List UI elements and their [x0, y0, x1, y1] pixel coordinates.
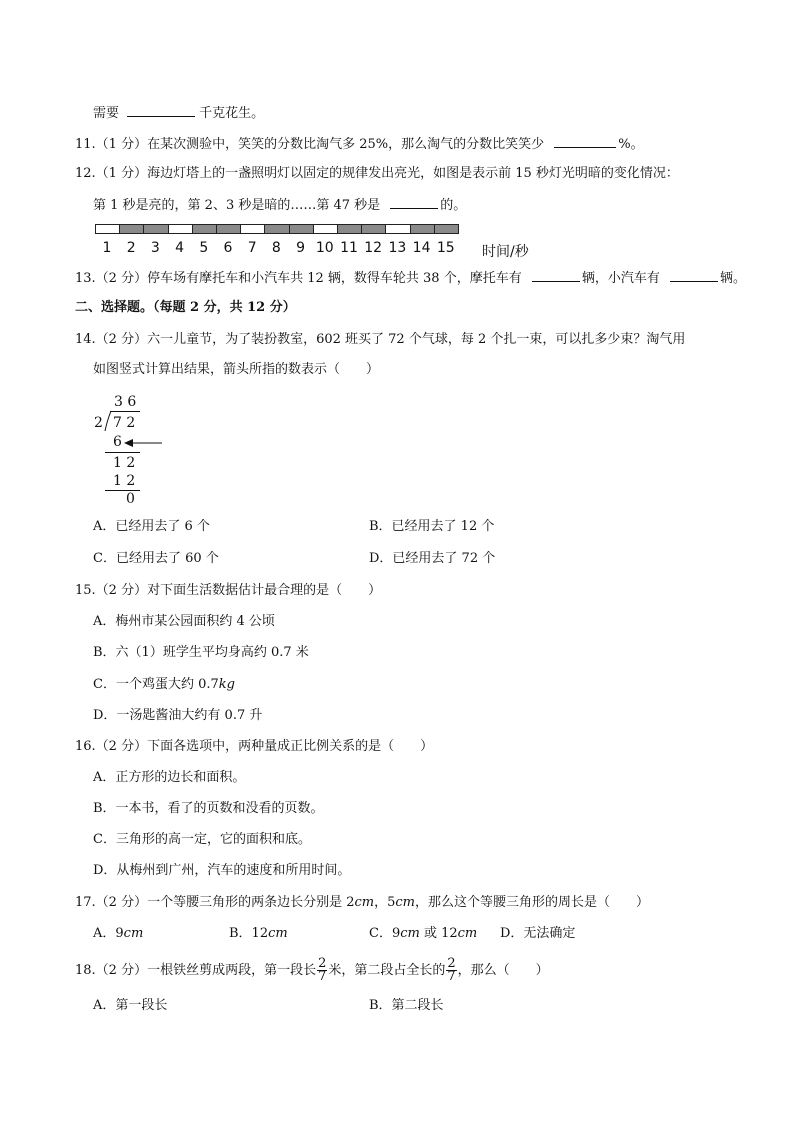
division-divisor: 2 [94, 415, 103, 431]
lamp-second-7 [240, 224, 265, 234]
q14-line2: 如图竖式计算出结果，箭头所指的数表示（ ） [93, 362, 380, 377]
division-remainder: 0 [126, 491, 135, 507]
q15-text: 15.（2 分）对下面生活数据估计最合理的是（ ） [75, 583, 382, 598]
lamp-second-5 [192, 224, 217, 234]
division-bar [110, 411, 140, 412]
lamp-tick-label: 13 [388, 240, 407, 256]
lamp-second-1 [95, 224, 120, 234]
lamp-tick-label: 14 [412, 240, 431, 256]
q13-line [75, 268, 746, 288]
lamp-second-13 [385, 224, 410, 234]
lamp-second-3 [143, 224, 168, 234]
q12-blank[interactable] [390, 195, 438, 209]
q15-option-c-text: C．一个鸡蛋大约 0.7 [93, 677, 219, 692]
q15-option-b[interactable]: B．六（1）班学生平均身高约 0.7 米 [93, 645, 309, 660]
q12-text: 12.（1 分）海边灯塔上的一盏照明灯以固定的规律发出亮光，如图是表示前 15 秒灯光明暗的变化情况： [75, 166, 679, 181]
lamp-tick-label: 9 [296, 240, 306, 256]
q18-text-c: ，那么（ ） [457, 963, 549, 978]
lamp-second-11 [337, 224, 362, 234]
division-step-1: 6 [113, 434, 122, 450]
lamp-tick-label: 4 [175, 240, 185, 256]
q17-option-a[interactable] [93, 925, 143, 943]
division-rule-1 [105, 452, 140, 453]
q18-fraction-2-num: 2 [447, 956, 456, 971]
q17-option-b[interactable] [229, 925, 288, 943]
q17-option-c-unit-1: cm [400, 926, 420, 941]
q17-option-c-text-2: 或 12 [419, 926, 458, 941]
q13-suffix: 辆。 [720, 271, 747, 286]
lamp-second-10 [313, 224, 338, 234]
q17-unit-2: cm [395, 895, 415, 910]
q18-option-a[interactable]: A．第一段长 [93, 998, 168, 1013]
q14-option-b[interactable]: B．已经用去了 12 个 [369, 519, 495, 534]
q17-text-c: ，那么这个等腰三角形的周长是（ ） [414, 895, 649, 910]
q11-text: 11.（1 分）在某次测验中，笑笑的分数比淘气多 25%，那么淘气的分数比笑笑少 [75, 137, 545, 152]
q17-unit-1: cm [354, 895, 375, 910]
q17-option-c-text-1: C．9 [369, 926, 401, 941]
q18-text [75, 958, 549, 984]
lamp-tick-label: 7 [247, 240, 257, 256]
q14-option-d[interactable]: D．已经用去了 72 个 [369, 551, 496, 566]
division-quotient: 3 6 [114, 394, 137, 410]
division-dividend: 7 2 [113, 415, 136, 431]
q12-line2-prefix: 第 1 秒是亮的，第 2、3 秒是暗的……第 47 秒是 [93, 198, 381, 213]
q12-line1 [75, 165, 679, 183]
q17-option-b-text: B．12 [229, 926, 269, 941]
q14-option-c[interactable]: C．已经用去了 60 个 [93, 551, 219, 566]
q16-option-d[interactable]: D．从梅州到广州，汽车的速度和所用时间。 [93, 863, 351, 878]
q18-option-b[interactable]: B．第二段长 [369, 998, 444, 1013]
q15-option-c-unit: kg [218, 677, 235, 692]
lamp-second-12 [361, 224, 386, 234]
q17-option-b-unit: cm [268, 926, 288, 941]
q15-option-d[interactable]: D．一汤匙酱油大约有 0.7 升 [93, 708, 263, 723]
division-step-3: 1 2 [113, 473, 136, 489]
q11-blank[interactable] [554, 134, 616, 148]
lamp-tick-label: 15 [436, 240, 455, 256]
q17-text-b: ，5 [374, 895, 396, 910]
q13-mid: 辆，小汽车有 [581, 271, 660, 286]
lamp-tick-label: 6 [223, 240, 233, 256]
q10-blank[interactable] [127, 103, 195, 117]
lamp-tick-label: 3 [150, 240, 160, 256]
lamp-tick-label: 2 [126, 240, 136, 256]
q13-blank-2[interactable] [670, 268, 718, 282]
q13-text: 13.（2 分）停车场有摩托车和小汽车共 12 辆，数得车轮共 38 个，摩托车有 [75, 271, 522, 286]
lamp-second-2 [119, 224, 144, 234]
lamp-second-9 [289, 224, 314, 234]
q10-suffix: 千克花生。 [199, 106, 265, 121]
q14-line1: 14.（2 分）六一儿童节，为了装扮教室，602 班买了 72 个气球，每 2 个扎一束，可以扎多少束？淘气用 [75, 332, 686, 347]
q17-text [75, 894, 649, 912]
q18-text-a: 18.（2 分）一根铁丝剪成两段，第一段长 [75, 963, 317, 978]
q17-option-a-text: A．9 [93, 926, 124, 941]
q15-option-c[interactable] [93, 676, 235, 694]
lamp-tick-label: 8 [271, 240, 281, 256]
q17-text-a: 17.（2 分）一个等腰三角形的两条边长分别是 2 [75, 895, 355, 910]
q10-line [93, 103, 264, 123]
q14-option-a[interactable]: A．已经用去了 6 个 [93, 519, 210, 534]
q11-suffix: %。 [618, 137, 644, 152]
q12-axis-label: 时间/秒 [482, 244, 529, 260]
q17-option-a-unit: cm [123, 926, 144, 941]
q17-option-d[interactable]: D．无法确定 [500, 926, 576, 941]
lamp-second-14 [410, 224, 435, 234]
q16-option-b[interactable]: B．一本书，看了的页数和没看的页数。 [93, 801, 324, 816]
q17-option-c-unit-2: cm [457, 926, 478, 941]
q16-option-c[interactable]: C．三角形的高一定，它的面积和底。 [93, 832, 311, 847]
q16-text: 16.（2 分）下面各选项中，两种量成正比例关系的是（ ） [75, 739, 434, 754]
q17-option-c[interactable] [369, 925, 477, 943]
q12-line2-suffix: 的。 [440, 198, 467, 213]
division-step-2: 1 2 [113, 455, 136, 471]
q10-prefix: 需要 [93, 106, 120, 121]
lamp-second-4 [168, 224, 193, 234]
lamp-tick-label: 11 [340, 240, 358, 256]
lamp-tick-label: 5 [199, 240, 209, 256]
lamp-second-6 [216, 224, 241, 234]
q15-option-a[interactable]: A．梅州市某公园面积约 4 公顷 [93, 614, 275, 629]
q18-fraction-2 [446, 958, 456, 983]
lamp-second-15 [434, 224, 459, 234]
lamp-tick-label: 1 [102, 240, 112, 256]
arrow-left-icon [124, 437, 164, 449]
q18-text-b: 米，第二段占全长的 [328, 963, 446, 978]
section-2-title: 二、选择题。（每题 2 分，共 12 分） [75, 300, 296, 315]
lamp-tick-label: 12 [364, 240, 383, 256]
lamp-tick-label: 10 [315, 240, 334, 256]
q18-fraction-1-den: 7 [318, 969, 327, 984]
q12-line2 [93, 195, 466, 215]
q18-fraction-1-num: 2 [318, 956, 327, 971]
q13-blank-1[interactable] [532, 268, 580, 282]
q18-fraction-1 [317, 958, 327, 983]
q16-option-a[interactable]: A．正方形的边长和面积。 [93, 770, 246, 785]
lamp-second-8 [264, 224, 289, 234]
q11-line [75, 134, 644, 154]
q18-fraction-2-den: 7 [447, 969, 456, 984]
